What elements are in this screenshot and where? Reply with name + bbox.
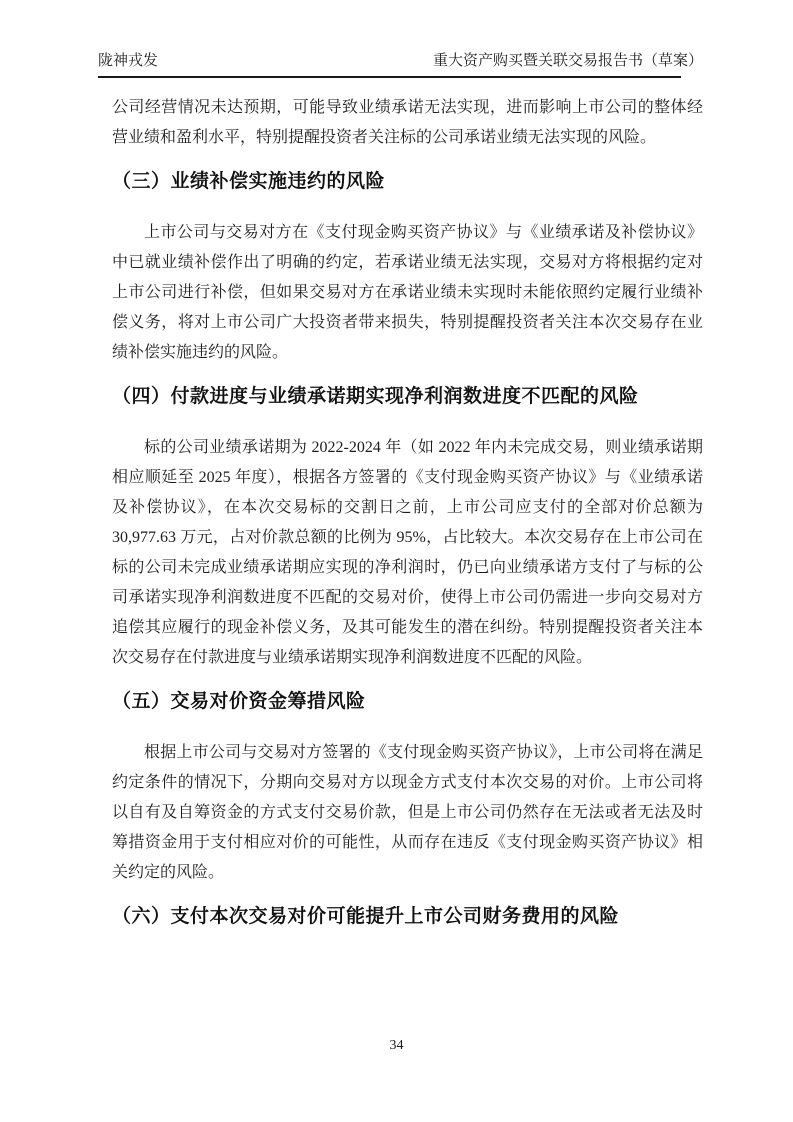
document-body [112,93,703,932]
section-heading-3: （三）业绩补偿实施违约的风险 [112,171,386,192]
section-3-paragraph: 上市公司与交易对方在《支付现金购买资产协议》与《业绩承诺及补偿协议》中已就业绩补偿作出了明确的约定，若承诺业绩无法实现，交易对方将根据约定对上市公司进行补偿，但如果交易对方在承诺业绩未实现时未能依照约定履行业绩补偿义务，将对上市公司广大投资者带来损失，特别提醒投资者关注本次交易存在业绩补偿实施违约的风险。 [112,224,703,361]
page-header [98,52,703,76]
header-rule [98,76,681,78]
intro-paragraph: 公司经营情况未达预期，可能导致业绩承诺无法实现，进而影响上市公司的整体经营业绩和盈利水平，特别提醒投资者关注标的公司承诺业绩无法实现的风险。 [112,99,703,146]
section-heading-5: （五）交易对价资金筹措风险 [112,691,366,712]
section-heading-6: （六）支付本次交易对价可能提升上市公司财务费用的风险 [112,906,620,927]
section-5-paragraph: 根据上市公司与交易对方签署的《支付现金购买资产协议》，上市公司将在满足约定条件的情况下，分期向交易对方以现金方式支付本次交易的对价。上市公司将以自有及自筹资金的方式支付交易价款，但是上市公司仍然存在无法或者无法及时筹措资金用于支付相应对价的可能性，从而存在违反《支付现金购买资产协议》相关约定的风险。 [112,744,703,881]
header-report-title: 重大资产购买暨关联交易报告书（草案） [432,53,703,69]
section-heading-4: （四）付款进度与业绩承诺期实现净利润数进度不匹配的风险 [112,386,639,407]
section-4-paragraph: 标的公司业绩承诺期为 2022-2024 年（如 2022 年内未完成交易，则业绩承诺期相应顺延至 2025 年度），根据各方签署的《支付现金购买资产协议》与《业绩承诺及补偿协议》，在本次交易标的交割日之前，上市公司应支付的全部对价总额为 30,977.63 万元，占对价款总额的比例为 95%，占比较大。本次交易存在上市公司在标的公司未完成业绩承诺期应实现的净利润时，仍已向业绩承诺方支付了与标的公司承诺实现净利润数进度不匹配的交易对价，使得上市公司仍需进一步向交易对方追偿其应履行的现金补偿义务，及其可能发生的潜在纠纷。特别提醒投资者关注本次交易存在付款进度与业绩承诺期实现净利润数进度不匹配的风险。 [112,439,703,666]
page-number: 34 [389,1038,404,1053]
header-company-name: 陇神戎发 [98,53,159,69]
page-footer [0,1038,793,1054]
